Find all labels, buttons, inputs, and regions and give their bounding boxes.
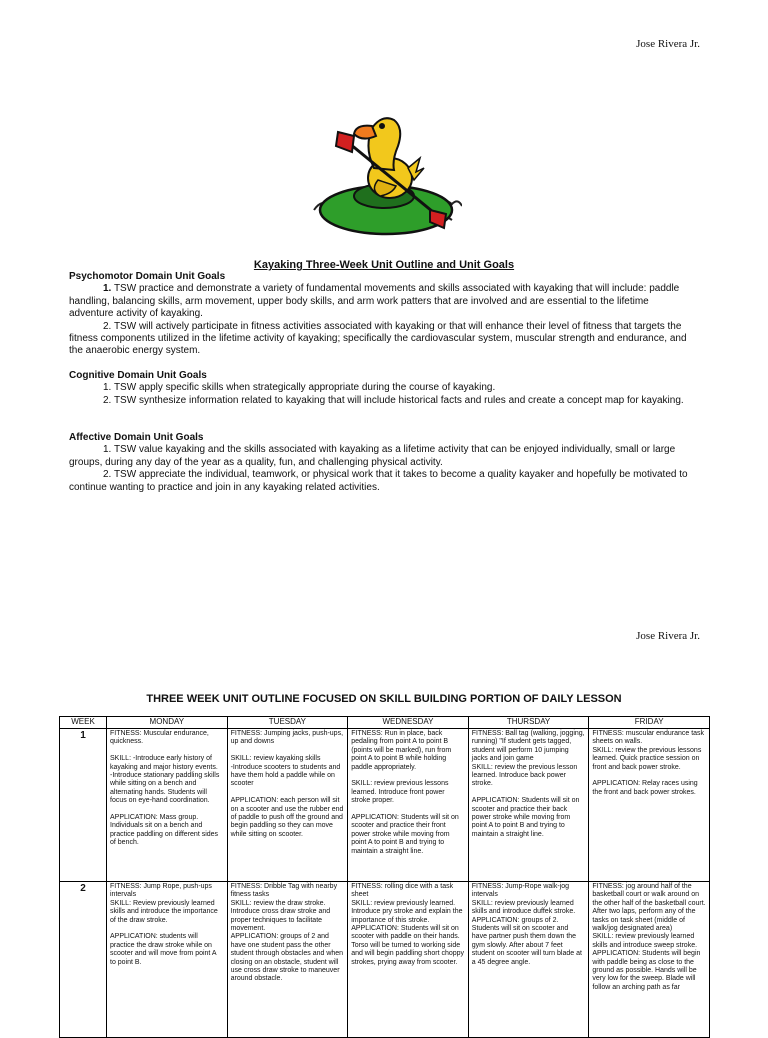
header-tuesday: TUESDAY [227,717,348,729]
lesson-cell-thursday: FITNESS: Jump-Rope walk-jog intervals SKILL: review previously learned skills and introduce duffek stroke. APPLICATION: groups of 2. Students will sit on scooter and have partner push them down the gym slowly. After about 7 feet student on scooter will turn blade at a 45 degree angle. [468,882,589,1038]
header-friday: FRIDAY [589,717,710,729]
goal-item [69,321,694,358]
lesson-cell-tuesday: FITNESS: Dribble Tag with nearby fitness tasks SKILL: review the draw stroke. Introduce cross draw stroke and proper techniques to facilitate movement. APPLICATION: groups of 2 and have one student pass the other student through obstacles and when closing on an obstacle, student will use cross draw stroke to maneuver around obstacle. [227,882,348,1038]
unit-outline-table [59,716,710,1038]
goal-item [69,395,694,407]
goal-item [69,283,694,320]
section-heading: Cognitive Domain Unit Goals [69,370,207,381]
author-name-page2: Jose Rivera Jr. [636,630,700,642]
week-number: 1 [60,729,107,882]
goal-number: 1. [103,283,112,295]
kayak-duck-logo [312,98,462,238]
outline-title: THREE WEEK UNIT OUTLINE FOCUSED ON SKILL BUILDING PORTION OF DAILY LESSON [146,693,622,705]
document-title: Kayaking Three-Week Unit Outline and Unit Goals [253,259,515,271]
goal-number: 2. [103,394,112,406]
goal-number: 2. [103,320,112,332]
goal-number: 2. [103,469,112,481]
goal-item [69,469,694,494]
goal-item [69,382,694,394]
cognitive-goals-section [69,370,694,407]
table-row [60,729,710,882]
lesson-cell-tuesday: FITNESS: Jumping jacks, push-ups, up and downs SKILL: review kayaking skills -Introduce scooters to students and have them hold a paddle while on scooter APPLICATION: each person will sit on a scooter and use the rubber end of paddle to push off the ground and begin paddling so they can move while sitting on scooter. [227,729,348,882]
goal-text: TSW will actively participate in fitness activities associated with kayaking or that will enhance their level of fitness that targets the fitness components utilized in the lifetime activity of kayaking; specifically the cardiovascular system, muscular strength and endurance, and the anaerobic energy system. [69,320,687,357]
header-wednesday: WEDNESDAY [348,717,469,729]
lesson-cell-wednesday: FITNESS: Run in place, back pedaling from point A to point B (points will be marked), run from point A to point B while holding paddle appropriately. SKILL: review previous lessons learned. Introduce front power stroke proper. APPLICATION: Students will sit on scooter and practice their front power stroke while moving from point A to point B and trying to maintain a straight line. [348,729,469,882]
header-monday: MONDAY [107,717,228,729]
author-name-top: Jose Rivera Jr. [636,38,700,50]
goal-text: TSW apply specific skills when strategically appropriate during the course of kayaking. [113,382,496,394]
lesson-cell-monday: FITNESS: Jump Rope, push-ups intervals SKILL: Review previously learned skills and introduce the importance of the draw stroke. APPLICATION: students will practice the draw stroke while on scooter and will move from point A to point B. [107,882,228,1038]
psychomotor-goals-section [69,271,694,358]
goal-number: 1. [103,444,112,456]
header-week: WEEK [60,717,107,729]
table-row [60,882,710,1038]
affective-goals-section [69,432,694,494]
goal-item [69,444,694,469]
lesson-cell-thursday: FITNESS: Ball tag (walking, jogging, running) "If student gets tagged, student will perform 10 jumping jacks and join game SKILL: review the previous lesson learned. Introduce back power stroke. APPLICATION: Students will sit on scooter and practice their back power stroke while moving from point A to point B and trying to maintain a straight line. [468,729,589,882]
table-header-row [60,717,710,729]
section-heading: Psychomotor Domain Unit Goals [69,271,226,282]
header-thursday: THURSDAY [468,717,589,729]
lesson-cell-friday: FITNESS: jog around half of the basketball court or walk around on the other half of the basketball court. After two laps, perform any of the tasks on task sheet (middle of walk/jog designated area) SKILL: review previously learned skills and introduce sweep stroke. APPLICATION: Students will begin with paddle being as close to the ground as possible. Hands will be very low for the sweep. Blade will follow an arching path as far [589,882,710,1038]
goal-text: TSW practice and demonstrate a variety of fundamental movements and skills associated with kayaking that will include: paddle handling, balancing skills, arm movement, upper body skills, and arm work patters that are involved and are essential to the lifetime adventure activity of kayaking. [69,283,680,320]
goal-text: TSW value kayaking and the skills associated with kayaking as a lifetime activity that can be enjoyed individually, small or large groups, during any day of the year as a quality, fun, and challenging physical activity. [69,444,676,468]
section-heading: Affective Domain Unit Goals [69,432,204,443]
week-number: 2 [60,882,107,1038]
goal-number: 1. [103,382,112,394]
goal-text: TSW appreciate the individual, teamwork, or physical work that it takes to become a quality kayaker and hopefully be motivated to continue wanting to practice and join in any kayaking related activities. [69,469,688,493]
goal-text: TSW synthesize information related to kayaking that will include historical facts and rules and create a concept map for kayaking. [113,394,684,406]
lesson-cell-monday: FITNESS: Muscular endurance, quickness. SKILL: -Introduce early history of kayaking and major history events. -Introduce stationary paddling skills while sitting on a bench and alternating hands. Students will focus on eye-hand coordination. APPLICATION: Mass group. Individuals sit on a bench and practice paddling on different sides of bench. [107,729,228,882]
lesson-cell-friday: FITNESS: muscular endurance task sheets on walls. SKILL: review the previous lessons learned. Quick practice session on front and back power stroke. APPLICATION: Relay races using the front and back power strokes. [589,729,710,882]
lesson-cell-wednesday: FITNESS: rolling dice with a task sheet SKILL: review previously learned. Introduce pry stroke and explain the importance of this stroke. APPLICATION: Students will sit on scooter with paddle on their hands. Torso will be turned to working side and will begin paddling short choppy strokes, prying away from scooter. [348,882,469,1038]
